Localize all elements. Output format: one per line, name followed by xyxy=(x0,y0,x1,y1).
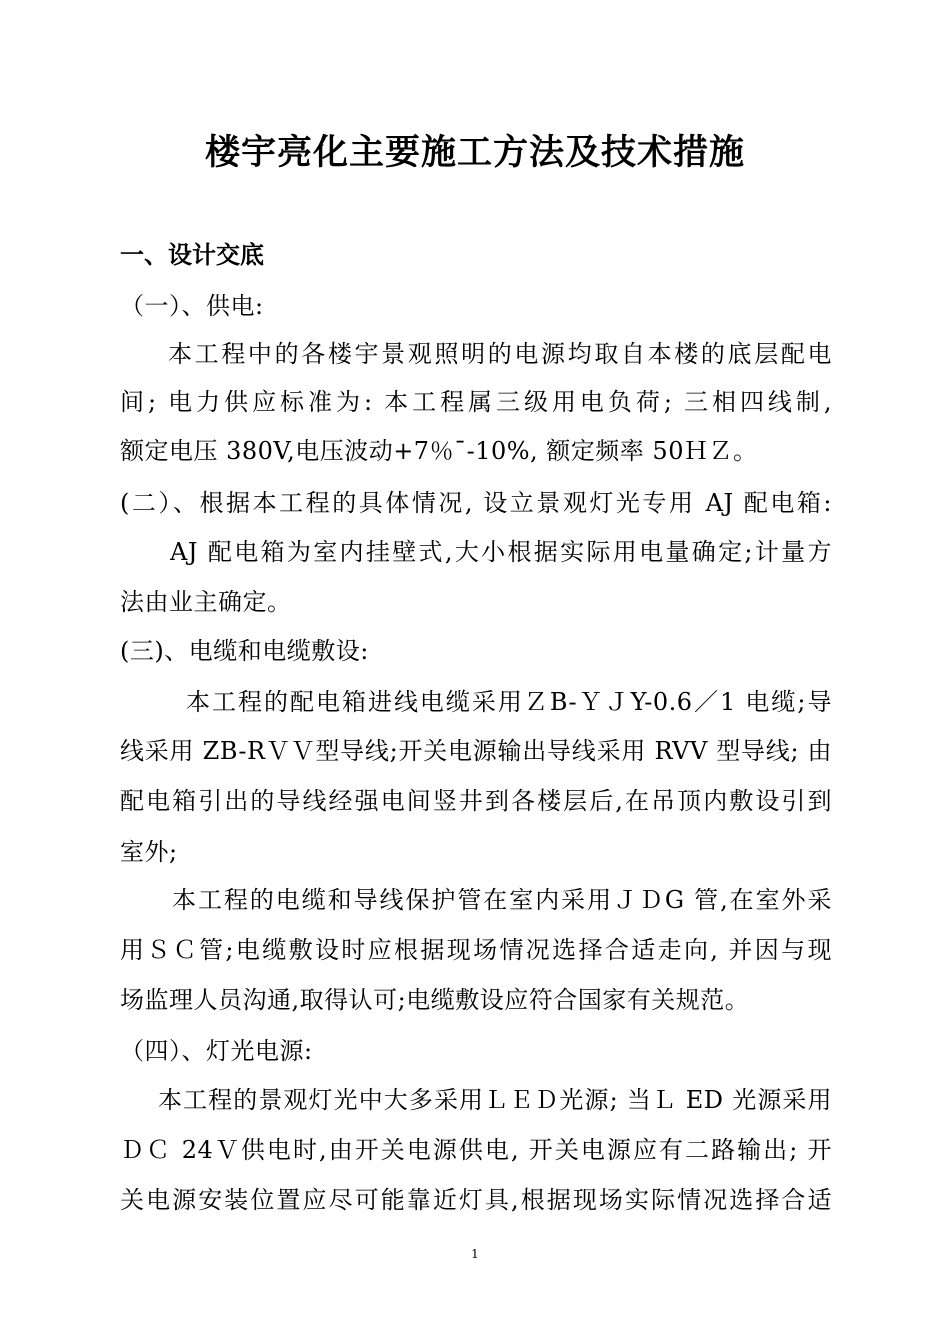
paragraph-line: 本工程的景观灯光中大多采用ＬＥＤ光源; 当Ｌ ED 光源采用 xyxy=(158,1086,832,1114)
paragraph-line: 本工程的配电箱进线电缆采用ＺB-ＹＪY-0.6／1 电缆;导 xyxy=(186,688,832,716)
page-number: 1 xyxy=(471,1247,479,1261)
paragraph-line: 关电源安装位置应尽可能靠近灯具,根据现场实际情况选择合适 xyxy=(120,1186,832,1214)
paragraph-line: 法由业主确定。 xyxy=(120,588,292,616)
paragraph-line: 室外; xyxy=(120,838,178,866)
paragraph-line: 额定电压 380V,电压波动+7％¯-10%, 额定频率 50ＨＺ。 xyxy=(120,437,758,465)
paragraph-line: 配电箱引出的导线经强电间竖井到各楼层后,在吊顶内敷设引到 xyxy=(120,787,832,815)
paragraph-line: ＤＣ 24Ｖ供电时,由开关电源供电, 开关电源应有二路输出; 开 xyxy=(120,1136,832,1164)
paragraph-line: 线采用 ZB-RＶＶ型导线;开关电源输出导线采用 RVV 型导线; 由 xyxy=(120,737,832,765)
paragraph-line: AJ 配电箱为室内挂壁式,大小根据实际用电量确定;计量方 xyxy=(170,538,832,566)
subsection-heading-cables: (三)、电缆和电缆敷设: xyxy=(120,637,369,665)
paragraph-line: 场监理人员沟通,取得认可;电缆敷设应符合国家有关规范。 xyxy=(120,986,750,1014)
document-title: 楼宇亮化主要施工方法及技术措施 xyxy=(204,133,745,173)
subsection-heading-distribution-box: (二）、根据本工程的具体情况, 设立景观灯光专用 AJ 配电箱: xyxy=(120,489,832,517)
section-heading-design-briefing: 一、设计交底 xyxy=(120,241,264,269)
paragraph-line: 本工程的电缆和导线保护管在室内采用ＪＤG 管,在室外采 xyxy=(172,886,832,914)
paragraph-line: 间; 电力供应标准为: 本工程属三级用电负荷; 三相四线制, xyxy=(120,388,832,416)
paragraph-line: 用ＳＣ管;电缆敷设时应根据现场情况选择合适走向, 并因与现 xyxy=(120,936,832,964)
paragraph-line: 本工程中的各楼宇景观照明的电源均取自本楼的底层配电 xyxy=(168,340,832,368)
subsection-heading-power-supply: （一）、供电: xyxy=(120,292,264,320)
subsection-heading-lighting-power: （四）、灯光电源: xyxy=(120,1037,313,1065)
